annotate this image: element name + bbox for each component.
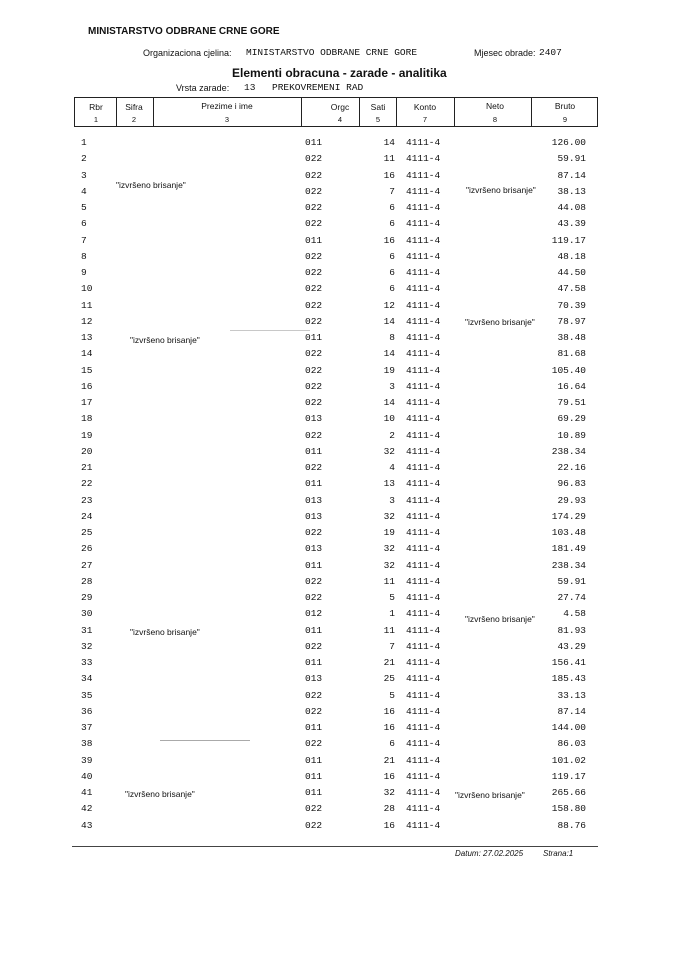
cell-sati: 7 — [389, 641, 395, 652]
cell-rbr: 23 — [81, 495, 93, 506]
cell-sati: 13 — [383, 478, 395, 489]
cell-konto: 4111-4 — [406, 381, 441, 392]
cell-rbr: 12 — [81, 316, 93, 327]
cell-rbr: 15 — [81, 365, 93, 376]
cell-konto: 4111-4 — [406, 283, 441, 294]
cell-rbr: 41 — [81, 787, 93, 798]
cell-rbr: 36 — [81, 706, 93, 717]
org-unit-label: Organizaciona cjelina: — [143, 48, 232, 58]
cell-bruto: 119.17 — [551, 771, 586, 782]
cell-rbr: 40 — [81, 771, 93, 782]
cell-konto: 4111-4 — [406, 170, 441, 181]
cell-rbr: 30 — [81, 608, 93, 619]
cell-sati: 11 — [383, 153, 395, 164]
cell-sati: 16 — [383, 170, 395, 181]
cell-sati: 32 — [383, 543, 395, 554]
column-number-sifra: 2 — [131, 115, 137, 124]
cell-rbr: 19 — [81, 430, 93, 441]
column-header-bruto: Bruto — [554, 101, 576, 111]
column-header-orgc: Orgc — [330, 102, 350, 112]
cell-konto: 4111-4 — [406, 413, 441, 424]
cell-bruto: 43.29 — [557, 641, 586, 652]
cell-sati: 5 — [389, 690, 395, 701]
cell-sati: 19 — [383, 365, 395, 376]
cell-rbr: 17 — [81, 397, 93, 408]
redaction-note: "izvršeno brisanje" — [130, 627, 200, 637]
redaction-note: "izvršeno brisanje" — [125, 789, 195, 799]
cell-orgc: 022 — [305, 690, 323, 701]
cell-sati: 16 — [383, 706, 395, 717]
cell-konto: 4111-4 — [406, 690, 441, 701]
cell-rbr: 33 — [81, 657, 93, 668]
cell-konto: 4111-4 — [406, 202, 441, 213]
cell-rbr: 20 — [81, 446, 93, 457]
cell-konto: 4111-4 — [406, 218, 441, 229]
cell-konto: 4111-4 — [406, 153, 441, 164]
cell-bruto: 48.18 — [557, 251, 586, 262]
organization-title: MINISTARSTVO ODBRANE CRNE GORE — [88, 26, 280, 37]
cell-orgc: 022 — [305, 283, 323, 294]
cell-orgc: 011 — [305, 332, 323, 343]
cell-rbr: 39 — [81, 755, 93, 766]
cell-sati: 6 — [389, 267, 395, 278]
cell-rbr: 16 — [81, 381, 93, 392]
cell-sati: 21 — [383, 657, 395, 668]
redaction-note: "izvršeno brisanje" — [465, 317, 535, 327]
cell-bruto: 38.48 — [557, 332, 586, 343]
cell-bruto: 59.91 — [557, 153, 586, 164]
cell-rbr: 22 — [81, 478, 93, 489]
cell-konto: 4111-4 — [406, 186, 441, 197]
cell-bruto: 81.68 — [557, 348, 586, 359]
cell-konto: 4111-4 — [406, 332, 441, 343]
cell-rbr: 5 — [81, 202, 87, 213]
cell-rbr: 27 — [81, 560, 93, 571]
column-number-konto: 7 — [422, 115, 428, 124]
column-header-rbr: Rbr — [89, 102, 103, 112]
cell-orgc: 022 — [305, 430, 323, 441]
cell-konto: 4111-4 — [406, 430, 441, 441]
cell-orgc: 013 — [305, 495, 323, 506]
cell-rbr: 28 — [81, 576, 93, 587]
cell-rbr: 43 — [81, 820, 93, 831]
processing-month-value: 2407 — [539, 47, 562, 58]
cell-sati: 14 — [383, 348, 395, 359]
column-number-name: 3 — [224, 115, 230, 124]
cell-orgc: 011 — [305, 446, 323, 457]
cell-sati: 16 — [383, 771, 395, 782]
cell-konto: 4111-4 — [406, 592, 441, 603]
cell-sati: 11 — [383, 625, 395, 636]
cell-sati: 8 — [389, 332, 395, 343]
cell-sati: 32 — [383, 446, 395, 457]
cell-konto: 4111-4 — [406, 673, 441, 684]
cell-sati: 16 — [383, 235, 395, 246]
column-number-neto: 8 — [492, 115, 498, 124]
cell-rbr: 24 — [81, 511, 93, 522]
cell-orgc: 011 — [305, 235, 323, 246]
cell-sati: 7 — [389, 186, 395, 197]
cell-orgc: 022 — [305, 592, 323, 603]
cell-sati: 6 — [389, 738, 395, 749]
cell-rbr: 10 — [81, 283, 93, 294]
cell-bruto: 101.02 — [551, 755, 586, 766]
cell-bruto: 265.66 — [551, 787, 586, 798]
cell-sati: 25 — [383, 673, 395, 684]
org-unit-value: MINISTARSTVO ODBRANE CRNE GORE — [246, 47, 418, 58]
cell-sati: 16 — [383, 820, 395, 831]
column-header-neto: Neto — [486, 101, 504, 111]
cell-orgc: 022 — [305, 348, 323, 359]
cell-sati: 12 — [383, 300, 395, 311]
cell-orgc: 011 — [305, 625, 323, 636]
cell-orgc: 022 — [305, 820, 323, 831]
cell-konto: 4111-4 — [406, 543, 441, 554]
cell-orgc: 011 — [305, 137, 323, 148]
cell-bruto: 87.14 — [557, 170, 586, 181]
cell-konto: 4111-4 — [406, 495, 441, 506]
cell-orgc: 022 — [305, 738, 323, 749]
column-header-sifra: Sifra — [125, 102, 143, 112]
cell-orgc: 011 — [305, 478, 323, 489]
cell-orgc: 022 — [305, 186, 323, 197]
cell-bruto: 70.39 — [557, 300, 586, 311]
cell-konto: 4111-4 — [406, 300, 441, 311]
redaction-note: "izvršeno brisanje" — [455, 790, 525, 800]
column-number-sati: 5 — [375, 115, 381, 124]
cell-sati: 14 — [383, 397, 395, 408]
cell-sati: 21 — [383, 755, 395, 766]
cell-orgc: 022 — [305, 170, 323, 181]
cell-konto: 4111-4 — [406, 267, 441, 278]
cell-konto: 4111-4 — [406, 787, 441, 798]
cell-bruto: 88.76 — [557, 820, 586, 831]
cell-konto: 4111-4 — [406, 625, 441, 636]
cell-orgc: 013 — [305, 511, 323, 522]
redaction-note: "izvršeno brisanje" — [116, 180, 186, 190]
cell-orgc: 022 — [305, 397, 323, 408]
cell-bruto: 156.41 — [551, 657, 586, 668]
cell-sati: 32 — [383, 511, 395, 522]
cell-bruto: 47.58 — [557, 283, 586, 294]
cell-konto: 4111-4 — [406, 641, 441, 652]
cell-orgc: 011 — [305, 722, 323, 733]
cell-konto: 4111-4 — [406, 527, 441, 538]
cell-rbr: 6 — [81, 218, 87, 229]
cell-bruto: 69.29 — [557, 413, 586, 424]
cell-rbr: 38 — [81, 738, 93, 749]
cell-orgc: 022 — [305, 381, 323, 392]
cell-bruto: 144.00 — [551, 722, 586, 733]
cell-bruto: 86.03 — [557, 738, 586, 749]
cell-rbr: 21 — [81, 462, 93, 473]
cell-bruto: 38.13 — [557, 186, 586, 197]
cell-konto: 4111-4 — [406, 235, 441, 246]
cell-bruto: 126.00 — [551, 137, 586, 148]
cell-rbr: 8 — [81, 251, 87, 262]
cell-orgc: 011 — [305, 755, 323, 766]
cell-rbr: 37 — [81, 722, 93, 733]
cell-bruto: 78.97 — [557, 316, 586, 327]
cell-orgc: 022 — [305, 300, 323, 311]
column-number-orgc: 4 — [337, 115, 343, 124]
cell-rbr: 25 — [81, 527, 93, 538]
cell-konto: 4111-4 — [406, 560, 441, 571]
cell-konto: 4111-4 — [406, 511, 441, 522]
cell-konto: 4111-4 — [406, 316, 441, 327]
cell-sati: 32 — [383, 560, 395, 571]
cell-bruto: 44.08 — [557, 202, 586, 213]
cell-sati: 1 — [389, 608, 395, 619]
cell-konto: 4111-4 — [406, 755, 441, 766]
cell-orgc: 022 — [305, 267, 323, 278]
cell-bruto: 103.48 — [551, 527, 586, 538]
cell-konto: 4111-4 — [406, 706, 441, 717]
cell-konto: 4111-4 — [406, 738, 441, 749]
cell-sati: 11 — [383, 576, 395, 587]
cell-bruto: 174.29 — [551, 511, 586, 522]
column-number-rbr: 1 — [93, 115, 99, 124]
cell-bruto: 181.49 — [551, 543, 586, 554]
cell-orgc: 022 — [305, 462, 323, 473]
cell-sati: 4 — [389, 462, 395, 473]
cell-bruto: 16.64 — [557, 381, 586, 392]
cell-rbr: 7 — [81, 235, 87, 246]
cell-bruto: 87.14 — [557, 706, 586, 717]
cell-orgc: 022 — [305, 576, 323, 587]
cell-bruto: 33.13 — [557, 690, 586, 701]
cell-konto: 4111-4 — [406, 771, 441, 782]
cell-orgc: 022 — [305, 527, 323, 538]
cell-rbr: 9 — [81, 267, 87, 278]
cell-orgc: 022 — [305, 803, 323, 814]
cell-sati: 6 — [389, 218, 395, 229]
cell-orgc: 011 — [305, 560, 323, 571]
cell-rbr: 11 — [81, 300, 93, 311]
cell-bruto: 158.80 — [551, 803, 586, 814]
cell-sati: 32 — [383, 787, 395, 798]
redaction-note: "izvršeno brisanje" — [466, 185, 536, 195]
column-header-name: Prezime i ime — [201, 101, 253, 111]
column-number-bruto: 9 — [562, 115, 568, 124]
cell-bruto: 44.50 — [557, 267, 586, 278]
cell-rbr: 4 — [81, 186, 87, 197]
cell-sati: 14 — [383, 316, 395, 327]
cell-bruto: 29.93 — [557, 495, 586, 506]
cell-konto: 4111-4 — [406, 137, 441, 148]
cell-orgc: 013 — [305, 543, 323, 554]
cell-orgc: 022 — [305, 365, 323, 376]
redaction-note: "izvršeno brisanje" — [130, 335, 200, 345]
cell-rbr: 13 — [81, 332, 93, 343]
cell-rbr: 32 — [81, 641, 93, 652]
pay-type-label: Vrsta zarade: — [176, 83, 230, 93]
document-title: Elementi obracuna - zarade - analitika — [232, 66, 447, 80]
cell-sati: 6 — [389, 202, 395, 213]
cell-orgc: 022 — [305, 202, 323, 213]
cell-bruto: 22.16 — [557, 462, 586, 473]
cell-rbr: 26 — [81, 543, 93, 554]
cell-orgc: 011 — [305, 771, 323, 782]
cell-bruto: 59.91 — [557, 576, 586, 587]
cell-bruto: 10.89 — [557, 430, 586, 441]
cell-konto: 4111-4 — [406, 348, 441, 359]
cell-sati: 28 — [383, 803, 395, 814]
pay-type-code: 13 — [244, 82, 256, 93]
cell-konto: 4111-4 — [406, 576, 441, 587]
cell-rbr: 1 — [81, 137, 87, 148]
cell-sati: 6 — [389, 283, 395, 294]
cell-orgc: 013 — [305, 673, 323, 684]
cell-sati: 2 — [389, 430, 395, 441]
cell-bruto: 119.17 — [551, 235, 586, 246]
cell-bruto: 185.43 — [551, 673, 586, 684]
cell-orgc: 022 — [305, 251, 323, 262]
cell-orgc: 022 — [305, 706, 323, 717]
cell-rbr: 14 — [81, 348, 93, 359]
cell-konto: 4111-4 — [406, 365, 441, 376]
cell-bruto: 43.39 — [557, 218, 586, 229]
cell-konto: 4111-4 — [406, 446, 441, 457]
cell-orgc: 022 — [305, 316, 323, 327]
column-header-sati: Sati — [370, 102, 386, 112]
cell-bruto: 81.93 — [557, 625, 586, 636]
cell-sati: 3 — [389, 495, 395, 506]
cell-rbr: 29 — [81, 592, 93, 603]
cell-bruto: 238.34 — [551, 446, 586, 457]
cell-bruto: 238.34 — [551, 560, 586, 571]
cell-bruto: 105.40 — [551, 365, 586, 376]
cell-konto: 4111-4 — [406, 820, 441, 831]
cell-konto: 4111-4 — [406, 397, 441, 408]
cell-bruto: 79.51 — [557, 397, 586, 408]
footer-date: Datum: 27.02.2025 — [455, 849, 524, 858]
cell-bruto: 27.74 — [557, 592, 586, 603]
cell-konto: 4111-4 — [406, 722, 441, 733]
cell-konto: 4111-4 — [406, 251, 441, 262]
cell-konto: 4111-4 — [406, 803, 441, 814]
cell-sati: 19 — [383, 527, 395, 538]
cell-sati: 16 — [383, 722, 395, 733]
cell-orgc: 011 — [305, 787, 323, 798]
cell-rbr: 34 — [81, 673, 93, 684]
cell-orgc: 012 — [305, 608, 323, 619]
cell-sati: 6 — [389, 251, 395, 262]
cell-orgc: 022 — [305, 153, 323, 164]
column-header-konto: Konto — [413, 102, 437, 112]
cell-rbr: 18 — [81, 413, 93, 424]
cell-konto: 4111-4 — [406, 608, 441, 619]
redaction-note: "izvršeno brisanje" — [465, 614, 535, 624]
cell-rbr: 31 — [81, 625, 93, 636]
processing-month-label: Mjesec obrade: — [474, 48, 536, 58]
cell-rbr: 2 — [81, 153, 87, 164]
cell-orgc: 011 — [305, 657, 323, 668]
cell-konto: 4111-4 — [406, 462, 441, 473]
cell-bruto: 96.83 — [557, 478, 586, 489]
cell-orgc: 013 — [305, 413, 323, 424]
footer-divider — [72, 846, 598, 847]
cell-rbr: 3 — [81, 170, 87, 181]
cell-orgc: 022 — [305, 641, 323, 652]
pay-type-name: PREKOVREMENI RAD — [272, 82, 364, 93]
cell-sati: 14 — [383, 137, 395, 148]
cell-sati: 5 — [389, 592, 395, 603]
cell-orgc: 022 — [305, 218, 323, 229]
cell-sati: 10 — [383, 413, 395, 424]
cell-bruto: 4.58 — [563, 608, 586, 619]
cell-rbr: 42 — [81, 803, 93, 814]
cell-konto: 4111-4 — [406, 657, 441, 668]
cell-rbr: 35 — [81, 690, 93, 701]
cell-sati: 3 — [389, 381, 395, 392]
cell-konto: 4111-4 — [406, 478, 441, 489]
footer-page-number: Strana:1 — [543, 849, 574, 858]
